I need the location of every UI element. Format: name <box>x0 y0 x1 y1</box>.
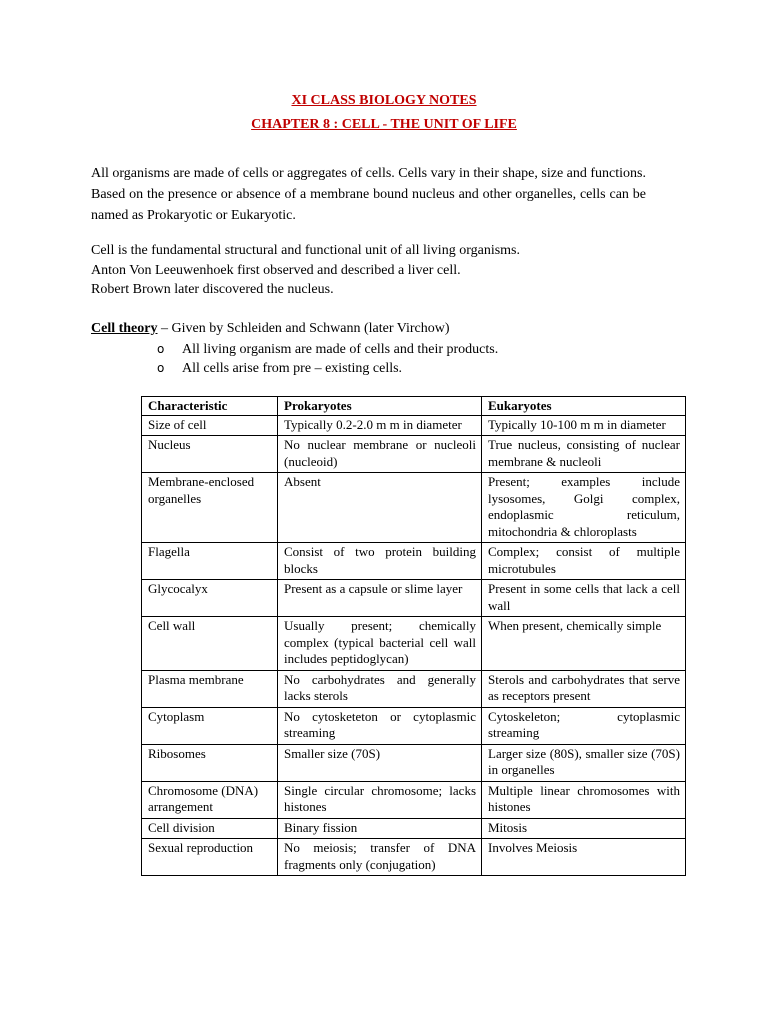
table-cell: Sterols and carbohydrates that serve as receptors present <box>482 670 686 707</box>
table-cell: Larger size (80S), smaller size (70S) in organelles <box>482 744 686 781</box>
cell-theory-points <box>157 340 498 378</box>
table-cell: Typically 0.2-2.0 m m in diameter <box>278 415 482 436</box>
comparison-table <box>141 396 686 876</box>
table-cell: Usually present; chemically complex (typical bacterial cell wall includes peptidoglycan) <box>278 617 482 671</box>
table-row <box>142 617 686 671</box>
table-cell: Sexual reproduction <box>142 839 278 876</box>
table-cell: Plasma membrane <box>142 670 278 707</box>
fact-line: Anton Von Leeuwenhoek first observed and described a liver cell. <box>91 262 461 278</box>
table-cell: Complex; consist of multiple microtubules <box>482 543 686 580</box>
column-header: Eukaryotes <box>482 397 686 416</box>
chapter-title: CHAPTER 8 : CELL - THE UNIT OF LIFE <box>251 117 517 132</box>
table-cell: Size of cell <box>142 415 278 436</box>
table-row <box>142 818 686 839</box>
table-cell: Present as a capsule or slime layer <box>278 580 482 617</box>
table-cell: Cell wall <box>142 617 278 671</box>
table-cell: Involves Meiosis <box>482 839 686 876</box>
intro-paragraph: All organisms are made of cells or aggregates of cells. Cells vary in their shape, size and functions. Based on the presence or absence of a membrane bound nucleus and other organelles, cells can be named as Prokaryotic or Eukaryotic. <box>91 166 646 223</box>
table-cell: No carbohydrates and generally lacks sterols <box>278 670 482 707</box>
table-cell: When present, chemically simple <box>482 617 686 671</box>
table-row <box>142 670 686 707</box>
table-cell: Absent <box>278 473 482 543</box>
bullet-circle-icon: o <box>157 361 165 375</box>
table-cell: Glycocalyx <box>142 580 278 617</box>
table-row <box>142 707 686 744</box>
list-item-text: All cells arise from pre – existing cells. <box>182 361 403 376</box>
table-cell: Consist of two protein building blocks <box>278 543 482 580</box>
table-cell: Binary fission <box>278 818 482 839</box>
table-cell: Present; examples include lysosomes, Golgi complex, endoplasmic reticulum, mitochondria & chloroplasts <box>482 473 686 543</box>
table-row <box>142 473 686 543</box>
table-cell: Membrane-enclosed organelles <box>142 473 278 543</box>
table-row <box>142 415 686 436</box>
table-cell: Flagella <box>142 543 278 580</box>
table-cell: Cytoplasm <box>142 707 278 744</box>
table-cell: Ribosomes <box>142 744 278 781</box>
table-cell: Smaller size (70S) <box>278 744 482 781</box>
bullet-circle-icon: o <box>157 342 165 356</box>
column-header: Characteristic <box>142 397 278 416</box>
table-cell: Present in some cells that lack a cell wall <box>482 580 686 617</box>
table-header-row <box>142 397 686 416</box>
table-row <box>142 781 686 818</box>
fact-line: Robert Brown later discovered the nucleus. <box>91 282 334 297</box>
table-cell: Cell division <box>142 818 278 839</box>
table-row <box>142 543 686 580</box>
table-cell: No cytosketeton or cytoplasmic streaming <box>278 707 482 744</box>
table-cell: Chromosome (DNA) arrangement <box>142 781 278 818</box>
table-row <box>142 839 686 876</box>
document-title: XI CLASS BIOLOGY NOTES <box>291 93 477 108</box>
list-item <box>157 359 498 378</box>
table-row <box>142 744 686 781</box>
table-cell: No meiosis; transfer of DNA fragments only (conjugation) <box>278 839 482 876</box>
table-cell: Multiple linear chromosomes with histones <box>482 781 686 818</box>
table-cell: Cytoskeleton; cytoplasmic streaming <box>482 707 686 744</box>
list-item <box>157 340 498 359</box>
table-cell: Nucleus <box>142 436 278 473</box>
table-cell: True nucleus, consisting of nuclear membrane & nucleoli <box>482 436 686 473</box>
table-cell: No nuclear membrane or nucleoli (nucleoid) <box>278 436 482 473</box>
table-cell: Single circular chromosome; lacks histones <box>278 781 482 818</box>
table-row <box>142 580 686 617</box>
list-item-text: All living organism are made of cells and their products. <box>182 342 499 357</box>
fact-line: Cell is the fundamental structural and functional unit of all living organisms. <box>91 243 520 258</box>
column-header: Prokaryotes <box>278 397 482 416</box>
cell-theory-heading: Cell theory <box>91 321 158 336</box>
cell-theory-line <box>91 319 651 338</box>
cell-theory-description: – Given by Schleiden and Schwann (later Virchow) <box>157 321 450 336</box>
table-cell: Typically 10-100 m m in diameter <box>482 415 686 436</box>
table-row <box>142 436 686 473</box>
facts-block <box>91 241 651 300</box>
table-cell: Mitosis <box>482 818 686 839</box>
